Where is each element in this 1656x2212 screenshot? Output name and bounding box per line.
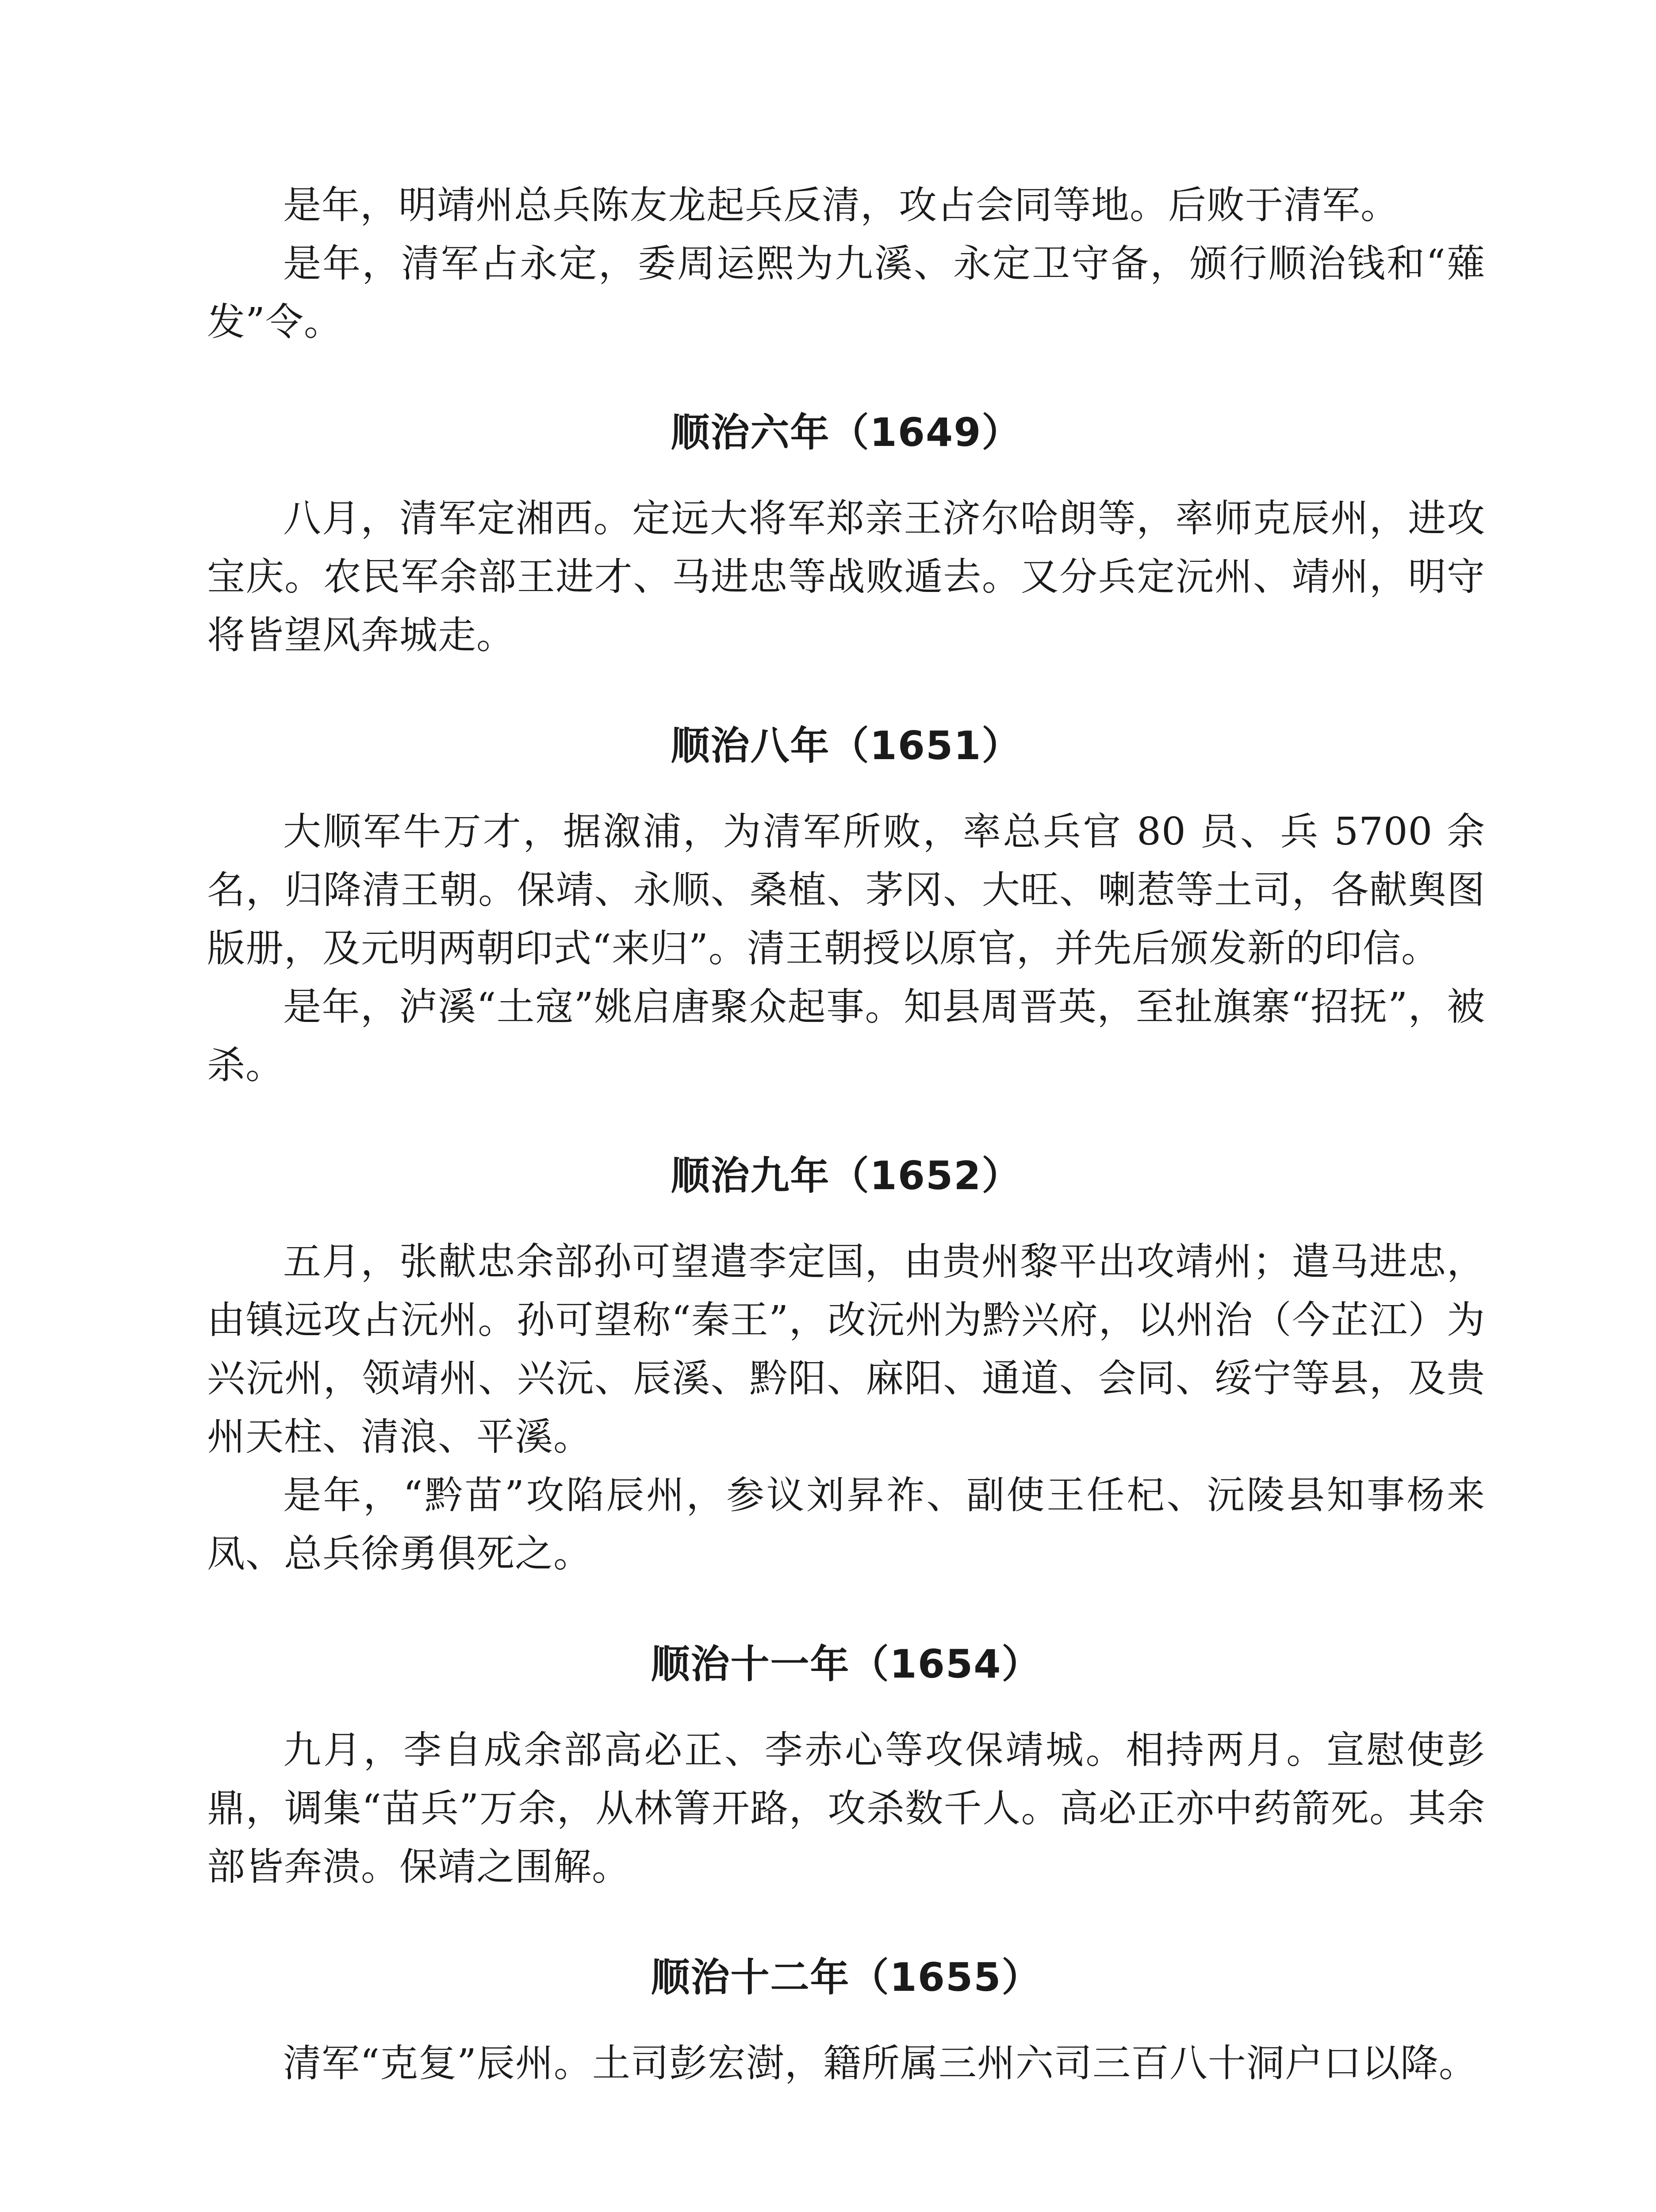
section-paragraph: 九月，李自成余部高必正、李赤心等攻保靖城。相持两月。宣慰使彭鼎，调集“苗兵”万余，从林箐开路，攻杀数千人。高必正亦中药箭死。其余部皆奔溃。保靖之围解。: [207, 1728, 1485, 1889]
section-title: 顺治十二年（1655）: [651, 1955, 1042, 2000]
section-1654: [207, 1638, 1485, 1896]
section-1649: [207, 406, 1485, 664]
section-title: 顺治八年（1651）: [671, 723, 1022, 768]
section-paragraph: 是年，泸溪“土寇”姚启唐聚众起事。知县周晋英，至扯旗寨“招抚”，被杀。: [207, 985, 1485, 1087]
intro-paragraph: 是年，明靖州总兵陈友龙起兵反清，攻占会同等地。后败于清军。: [283, 183, 1399, 227]
section-1651: [207, 719, 1485, 1094]
intro-paragraph: 是年，清军占永定，委周运熙为九溪、永定卫守备，颁行顺治钱和“薙发”令。: [207, 242, 1485, 344]
page-body: [207, 176, 1485, 2093]
section-paragraph: 清军“克复”辰州。土司彭宏澍，籍所属三州六司三百八十洞户口以降。: [283, 2041, 1477, 2085]
section-title: 顺治九年（1652）: [671, 1153, 1022, 1198]
section-paragraph: 大顺军牛万才，据溆浦，为清军所败，率总兵官 80 员、兵 5700 余名，归降清王朝。保靖、永顺、桑植、茅冈、大旺、喇惹等土司，各献舆图版册，及元明两朝印式“来归”。清王朝授以原官，并先后颁发新的印信。: [207, 810, 1485, 971]
section-paragraph: 八月，清军定湘西。定远大将军郑亲王济尔哈朗等，率师克辰州，进攻宝庆。农民军余部王进才、马进忠等战败遁去。又分兵定沅州、靖州，明守将皆望风奔城走。: [207, 496, 1485, 657]
section-title: 顺治六年（1649）: [671, 410, 1022, 455]
section-1652: [207, 1149, 1485, 1583]
section-1655: [207, 1951, 1485, 2093]
section-paragraph: 五月，张献忠余部孙可望遣李定国，由贵州黎平出攻靖州；遣马进忠，由镇远攻占沅州。孙可望称“秦王”，改沅州为黔兴府，以州治（今芷江）为兴沅州，领靖州、兴沅、辰溪、黔阳、麻阳、通道、会同、绥宁等县，及贵州天柱、清浪、平溪。: [207, 1240, 1485, 1459]
section-title: 顺治十一年（1654）: [651, 1641, 1042, 1687]
section-paragraph: 是年，“黔苗”攻陷辰州，参议刘昇祚、副使王任杞、沅陵县知事杨来凤、总兵徐勇俱死之。: [207, 1473, 1485, 1576]
